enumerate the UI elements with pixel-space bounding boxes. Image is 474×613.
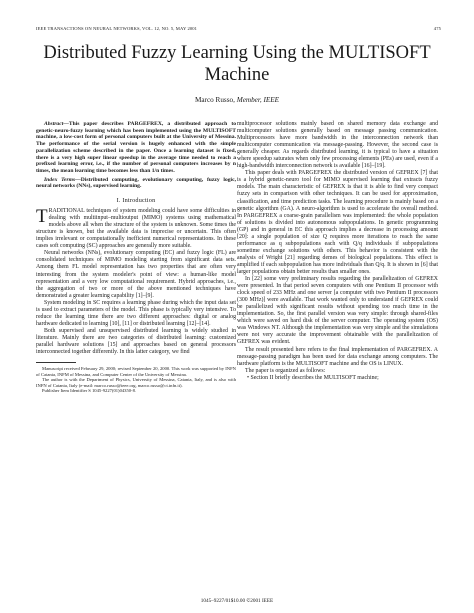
running-header: IEEE TRANSACTIONS ON NEURAL NETWORKS, VOL. 12, NO. 5, MAY 2001 [36, 26, 198, 31]
intro-paragraph-2: Neural networks (NNs), evolutionary computing (EC) and fuzzy logic (FL) are consolidated techniques of MIMO modeling starting from significant data sets. Among them FL model representation has two properties that are often very interesting from the system modeler's point of view: a human-like model representation and a very low computational requirement. Hybrid approaches, i.e., the aggregation of two or more of the above mentioned techniques have demonstrated a greater learning capability [1]–[9]. [36, 250, 236, 299]
abstract-text: This paper describes PARGEFREX, a distributed approach to genetic-neuro-fuzzy learning which has been implemented using the MULTISOFT machine, a low-cost form of personal computers built at the University of Messina. The performance of the serial version is hugely enhanced with the simple parallelization scheme described in the paper. Once a learning dataset is fixed, there is a very high super linear speedup in the average time needed to reach a prefixed learning error, i.e., if the number of personal computers increases by n times, the mean learning time becomes less than 1/n times. [36, 121, 236, 174]
footnote-identifier: Publisher Item Identifier S 1045-9227(01)04350-8. [42, 388, 137, 394]
index-terms-text: Distributed computing, evolutionary computing, fuzzy logic, neural networks (NNs), supervised learning. [36, 176, 236, 190]
abstract-label: Abstract— [44, 121, 69, 127]
intro-paragraph-4: Both supervised and unsupervised distributed learning is widely studied in literature. Mainly there are two categories of distributed learning: customized parallel hardware solutions [15] and approaches based on general processors interconnected together differently. In this latter category, we find [36, 327, 236, 356]
intro-paragraph-3: System modeling in SC requires a learning phase during which the input data set is used to extract parameters of the model. This phase is typically very intensive. To reduce the learning time there are two different approaches: digital or analog hardware dedicated to learning [10], [11] or distributed learning [12]–[14]. [36, 299, 236, 327]
index-terms-label: Index Terms— [44, 176, 81, 183]
author-role: Member, IEEE [236, 96, 280, 104]
index-terms [36, 177, 236, 190]
footnote-divider [36, 362, 76, 363]
abstract [36, 121, 236, 175]
section-heading-introduction: I. Introduction [116, 197, 156, 205]
right-paragraph-3: In [22] some very preliminary results regarding the parallelization of GEFREX were presented. In that period seven computers with one Pentium II processor with clock speed of 233 MHz and one server [a computer with two Pentium II processors (300 MHz)] were available. That work wanted only to understand if GEFREX could be parallelized with significant results without spending too much time in the implementation. So, the first parallel version was very simple: through shared-files which were saved on hard disk of the server computer. The operating system (OS) was Windows NT. Although the implementation was very simple and the simulations were not very accurate the improvement obtainable with the parallelization of GEFREX was evident. [237, 276, 438, 346]
right-column [237, 121, 438, 382]
right-paragraph-2: This paper deals with PARGEFREX the distributed version of GEFREX [7] that is a hybrid genetic-neuro tool for MIMO supervised learning that extracts fuzzy models. The main characteristic of GEFREX is that it is able to find very compact fuzzy sets in comparison with other techniques. It can be used for approximation, classification, and time prediction tasks. The learning procedure is mainly based on a genetic algorithm (GA). A neuro-algorithm is used to accelerate the overall method. In PARGEFREX a coarse-grain parallelism was implemented: the whole population of solutions is divided into autonomous subpopulations. In genetic programming (GP) and in general in EC this approach implies a decrease in processing amount [20]: a single population of size Q requires more iterations to reach the same performance as q subpopulations each with Q/q individuals if subpopulations sometime exchange solutions with others. This behavior is consistent with the analysis of Wright [21] regarding demes of biological populations. This effect is amplified if each subpopulation has more individuals than Q/q. It is shown in [6] that larger populations obtain better results than smaller ones. [237, 170, 438, 275]
right-paragraph-5: The paper is organized as follows: [245, 367, 326, 374]
paper-title: Distributed Fuzzy Learning Using the MULTISOFT Machine [43, 43, 431, 85]
author-line [0, 96, 474, 104]
author-name: Marco Russo, [194, 96, 235, 104]
drop-cap: T [36, 206, 48, 228]
copyright-footer: 1045–9227/01$10.00 ©2001 IEEE [200, 598, 274, 604]
intro-paragraph-1 [36, 208, 236, 250]
footnote-manuscript: Manuscript received February 29, 2000; revised September 20, 2000. This work was supported by INFN of Catania, INFM of Messina, and Computer Center of the University of Messina. [36, 366, 236, 377]
footnote-affiliation: The author is with the Department of Physics, University of Messina, Catania, Italy, and is also with INFN of Catania, Italy (e-mail: marco.russo@ieee.org, marco.russo@ct.infn.it). [36, 377, 236, 388]
left-column [36, 121, 236, 394]
right-paragraph-1: multiprocessor solutions mainly based on shared memory data exchange and multicomputer solutions generally based on message passing communication. Multiprocessors have more bandwidth in the interconnection network than multicomputer communication via message-passing. However, the second case is generally cheaper. As regards distributed learning, it is typical to have a situation where speedup saturates when only few processing elements (PEs) are used, even if a high-bandwidth interconnection network is available [16]–[19]. [237, 121, 438, 170]
right-paragraph-4: The result presented here refers to the final implementation of PARGEFREX. A message-passing paradigm has been used for data exchange among computers. The hardware platform is the MULTISOFT machine and the OS is LINUX. [237, 346, 438, 367]
page-number: 475 [433, 26, 441, 31]
intro-paragraph-1-text: RADITIONAL techniques of system modeling could have some difficulties in dealing with multiinput–multioutput (MIMO) systems using mathematical models above all when the structure of the system is unknown. Some times the structure is known, but the available data is imprecise or uncertain. This often implies irrelevant or computationally inefficient numerical representations. In these cases soft computing (SC) approaches are generally more suitable. [36, 208, 236, 250]
outline-bullet-1: • Section II briefly describes the MULTISOFT machine; [247, 374, 379, 381]
